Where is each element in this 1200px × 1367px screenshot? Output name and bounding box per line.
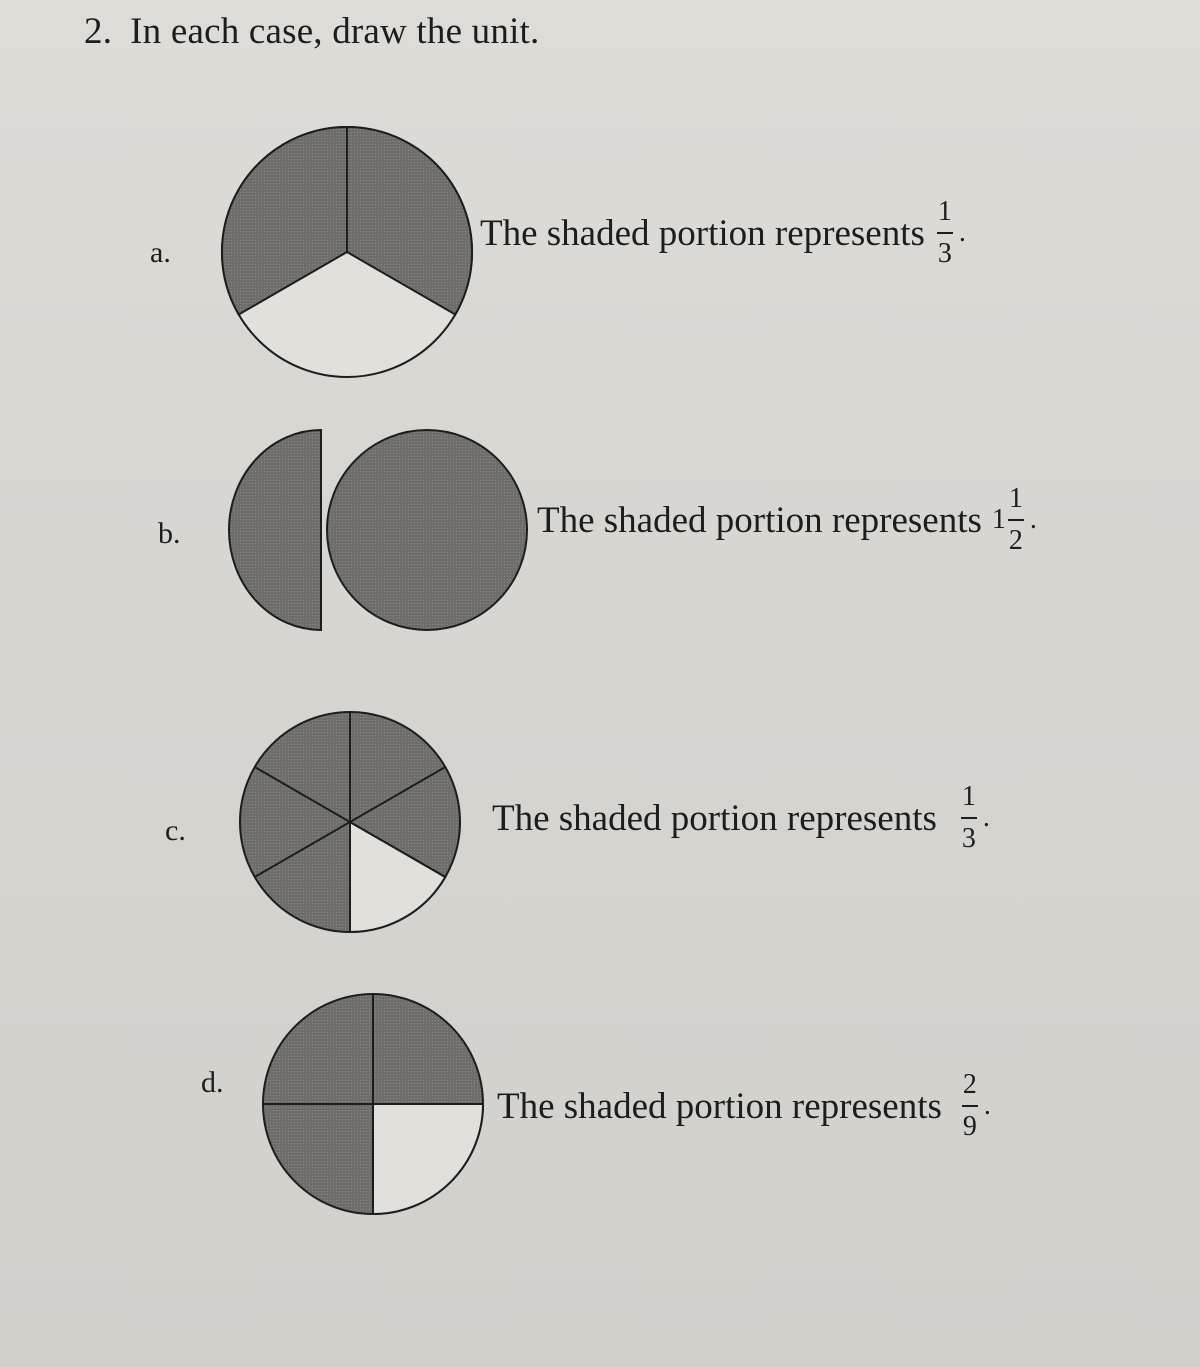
fraction-d-bar <box>962 1105 978 1107</box>
mixed-number-b-whole: 1 <box>991 504 1006 535</box>
fraction-b-denominator: 2 <box>1008 525 1023 556</box>
figure-d-unshaded-quarter <box>373 1104 483 1214</box>
fraction-a-denominator: 3 <box>937 238 952 269</box>
fraction-c-denominator: 3 <box>961 823 976 854</box>
statement-c-text: The shaded portion represents <box>492 797 937 839</box>
fraction-a-bar <box>937 232 953 234</box>
fraction-c-bar <box>961 817 977 819</box>
fraction-d-numerator: 2 <box>962 1069 977 1100</box>
figure-a-circle-thirds <box>222 127 472 377</box>
item-letter-a: a. <box>150 236 171 269</box>
statement-d-period: . <box>983 1090 991 1121</box>
fraction-c <box>961 783 977 853</box>
statement-a <box>480 198 966 268</box>
fraction-b-numerator: 1 <box>1008 483 1023 514</box>
fraction-d-denominator: 9 <box>962 1111 977 1142</box>
statement-d-text: The shaded portion represents <box>497 1085 942 1127</box>
figure-d-circle-quarters <box>263 994 483 1214</box>
fraction-c-numerator: 1 <box>961 781 976 812</box>
problem-number: 2. <box>84 11 113 52</box>
statement-a-text: The shaded portion represents <box>480 212 925 254</box>
figure-b-whole-circle <box>327 430 527 630</box>
statement-c <box>492 783 990 853</box>
item-letter-d: d. <box>201 1066 224 1099</box>
figure-b-half-circle <box>229 430 321 630</box>
item-letter-b: b. <box>158 517 181 550</box>
figure-c-circle-sixths <box>240 712 460 932</box>
statement-c-period: . <box>982 802 990 833</box>
fraction-b <box>1008 485 1024 555</box>
statement-b <box>537 485 1037 555</box>
statement-b-period: . <box>1029 504 1037 535</box>
statement-b-text: The shaded portion represents <box>537 499 982 541</box>
fraction-d <box>962 1071 978 1141</box>
fraction-a-numerator: 1 <box>937 196 952 227</box>
problem-instruction: In each case, draw the unit. <box>130 11 540 52</box>
figure-b-half-and-whole <box>229 430 527 630</box>
statement-a-period: . <box>958 217 966 248</box>
item-letter-c: c. <box>165 814 186 847</box>
fraction-a <box>937 198 953 268</box>
statement-d <box>497 1071 991 1141</box>
fraction-b-bar <box>1008 519 1024 521</box>
